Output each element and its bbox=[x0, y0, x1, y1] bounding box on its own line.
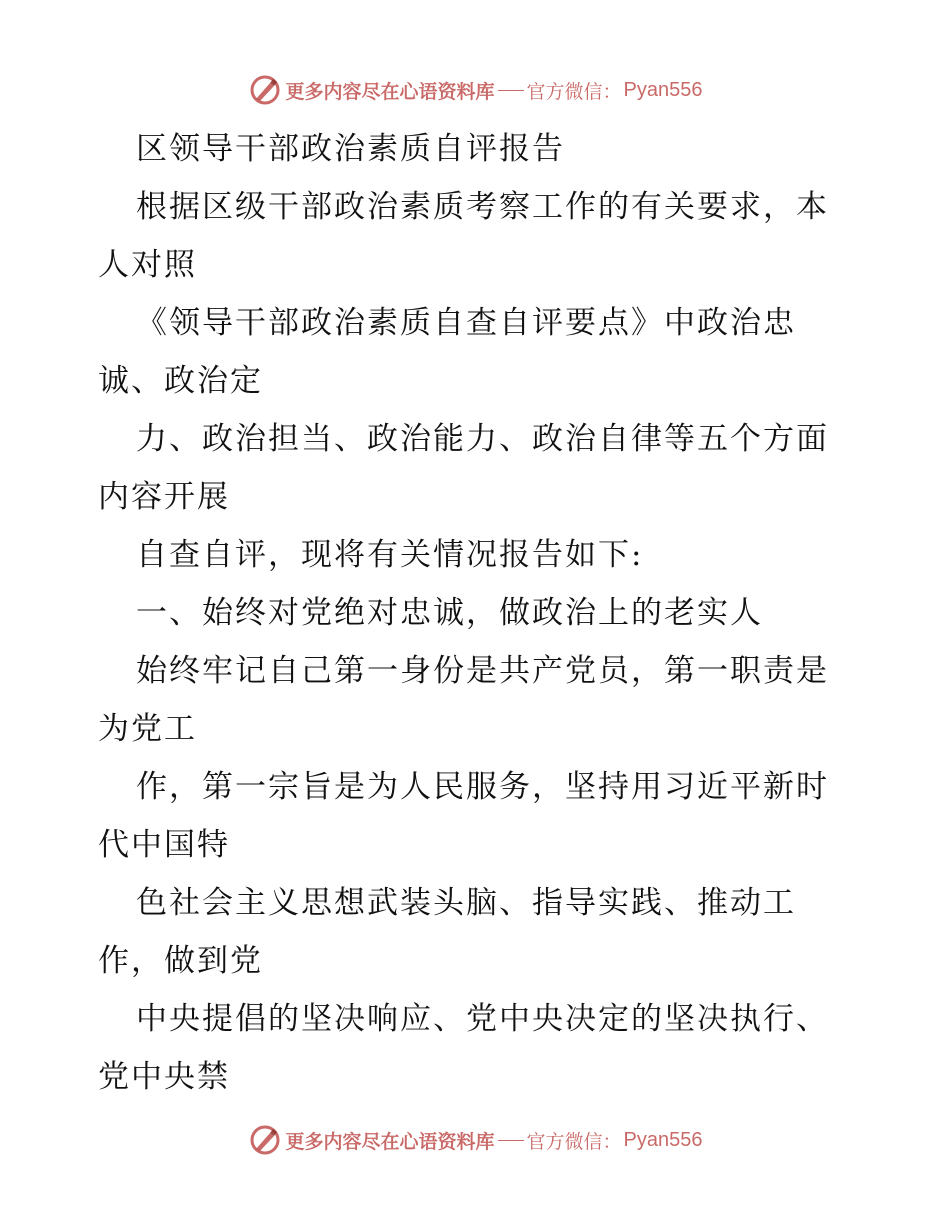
text-line: 人对照 bbox=[98, 247, 197, 283]
text-line: 作，第一宗旨是为人民服务，坚持用习近平新时 bbox=[136, 769, 829, 805]
text-line: 自查自评，现将有关情况报告如下: bbox=[136, 537, 644, 573]
watermark-dash bbox=[498, 90, 524, 91]
watermark-wechat-label: 官方微信： bbox=[526, 80, 622, 103]
watermark-text: 更多内容尽在心语资料库 bbox=[285, 80, 495, 103]
text-line: 中央提倡的坚决响应、党中央决定的坚决执行、 bbox=[136, 1001, 829, 1037]
text-line: 始终牢记自己第一身份是共产党员，第一职责是 bbox=[136, 653, 829, 689]
text-line: 力、政治担当、政治能力、政治自律等五个方面 bbox=[136, 421, 829, 457]
text-line: 作，做到党 bbox=[98, 943, 263, 979]
text-line: 为党工 bbox=[98, 711, 197, 747]
document-body bbox=[98, 120, 858, 1106]
watermark-wechat-id: Pyan556 bbox=[623, 78, 703, 101]
pen-logo-icon bbox=[248, 73, 282, 107]
pen-logo-icon bbox=[248, 1123, 282, 1157]
text-line: 《领导干部政治素质自查自评要点》中政治忠 bbox=[136, 305, 796, 341]
text-line: 代中国特 bbox=[98, 827, 230, 863]
text-line: 色社会主义思想武装头脑、指导实践、推动工 bbox=[136, 885, 796, 921]
text-line: 内容开展 bbox=[98, 479, 230, 515]
text-line: 党中央禁 bbox=[98, 1059, 230, 1095]
section-heading: 一、始终对党绝对忠诚，做政治上的老实人 bbox=[136, 595, 763, 631]
document-title: 区领导干部政治素质自评报告 bbox=[136, 131, 565, 167]
watermark-text: 更多内容尽在心语资料库 bbox=[285, 1130, 495, 1153]
footer-watermark-banner bbox=[0, 1120, 950, 1160]
watermark-wechat-label: 官方微信： bbox=[526, 1130, 622, 1153]
watermark-dash bbox=[498, 1140, 524, 1141]
text-line: 根据区级干部政治素质考察工作的有关要求，本 bbox=[136, 189, 829, 225]
watermark-wechat-id: Pyan556 bbox=[623, 1128, 703, 1151]
text-line: 诚、政治定 bbox=[98, 363, 263, 399]
header-watermark-banner bbox=[0, 70, 950, 110]
